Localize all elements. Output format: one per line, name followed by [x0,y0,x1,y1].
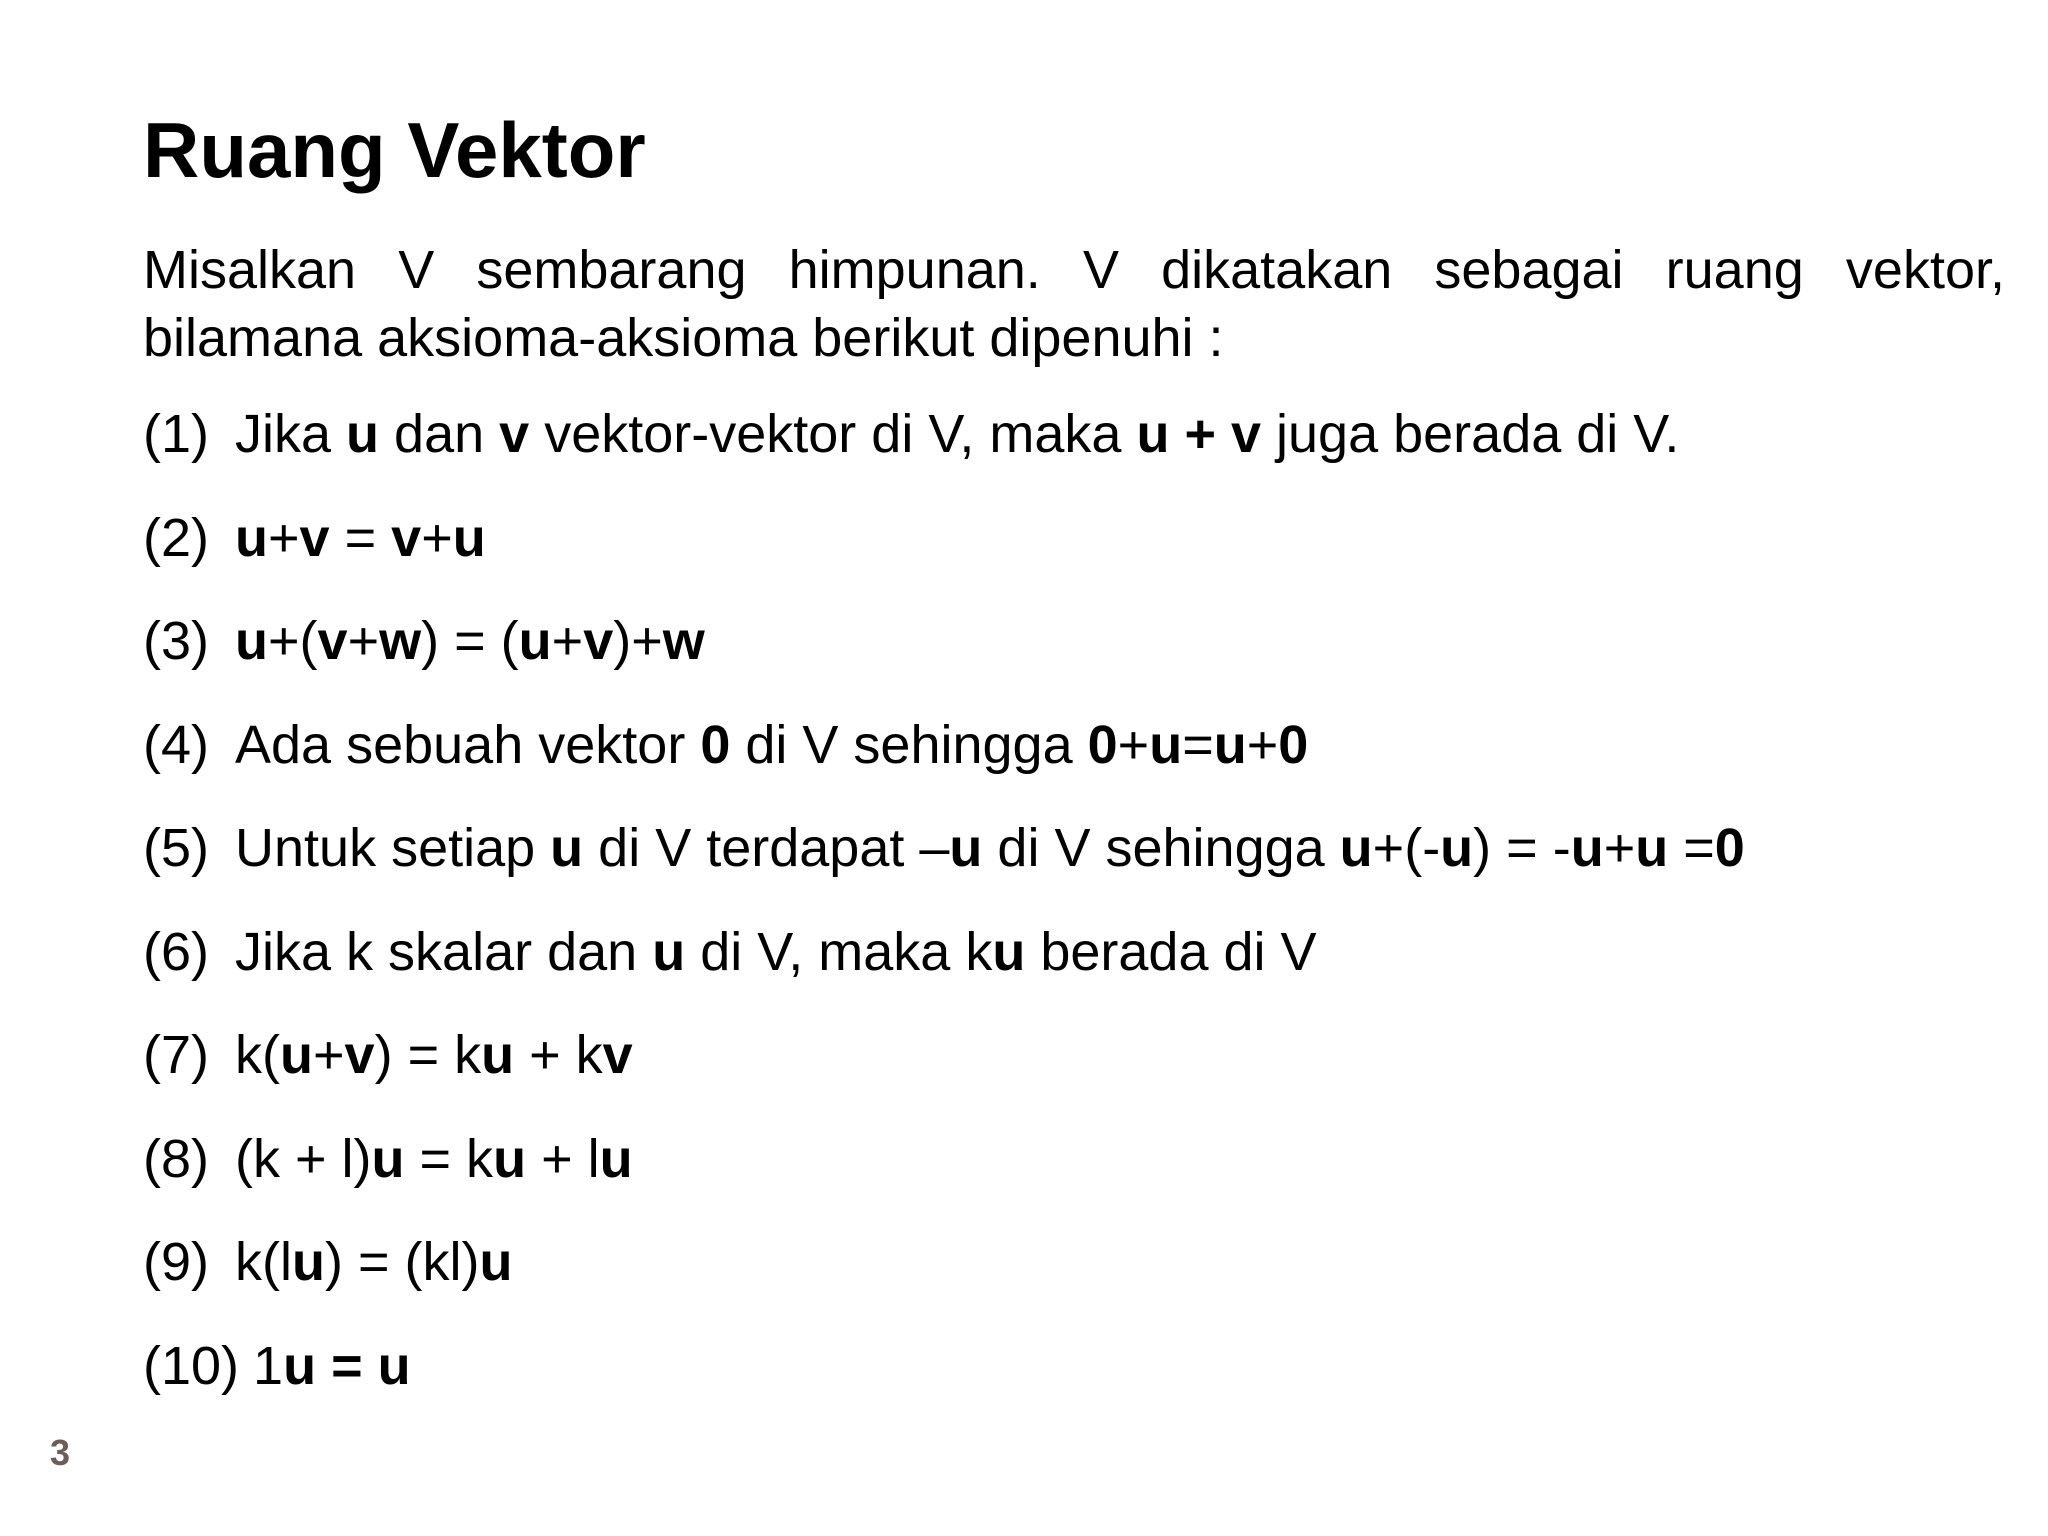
axiom-text: + [551,611,584,671]
axiom-item [143,814,2005,918]
axiom-bold-text: u [452,507,486,568]
axiom-text: berada di V [1025,921,1317,982]
axiom-text: + [421,507,453,568]
axiom-item [143,711,2005,815]
axiom-bold-text: 0 [1278,714,1309,775]
axiom-bold-text: u [481,1025,515,1085]
axiom-bold-text: u [493,1128,527,1189]
axiom-text: k( [235,1025,280,1085]
axiom-text: ) = (kl) [324,1232,480,1292]
axiom-item [143,1021,2005,1125]
axiom-text: di V, maka k [685,921,993,982]
axiom-item [143,1125,2005,1229]
axiom-item [143,400,2005,504]
axiom-bold-text: u [992,921,1026,982]
axiom-bold-text: u [1440,818,1474,878]
axiom-text: + k [514,1025,603,1085]
axiom-bold-text: w [662,611,705,671]
axiom-text: 1 [253,1335,284,1396]
axiom-number: (7) [143,1025,209,1085]
axiom-bold-text: u [1213,714,1247,775]
axiom-text: ) = k [374,1025,482,1085]
axiom-bold-text: v [299,507,330,568]
page-number: 3 [50,1432,71,1473]
axiom-number: (9) [143,1232,209,1292]
axiom-bold-text: 0 [1714,818,1745,878]
axiom-text: di V sehingga [982,818,1340,878]
axiom-bold-text: v [317,611,348,671]
axiom-item [143,504,2005,608]
axiom-text: k(l [235,1232,292,1292]
axiom-text: + [268,507,300,568]
axiom-number: (2) [143,507,209,568]
axiom-number: (6) [143,921,209,982]
axiom-bold-text: u [599,1128,633,1189]
axiom-text: +( [268,611,318,671]
axiom-text: Ada sebuah vektor [235,714,701,775]
axiom-bold-text: u [550,818,584,878]
axiom-bold-text: 0 [1087,714,1118,775]
axiom-bold-text: 0 [700,714,731,775]
axiom-text: + [1603,818,1636,878]
axiom-bold-text: u [346,404,380,464]
axiom-item [143,1228,2005,1332]
intro-paragraph: Misalkan V sembarang himpunan. V dikatakan sebagai ruang vektor, bilamana aksioma-aksioma berikut dipenuhi : [143,240,2005,368]
axiom-item [143,918,2005,1022]
axiom-bold-text: v [391,507,422,568]
axiom-text: ) = ( [421,611,519,671]
axiom-text: + [1117,714,1150,775]
axiom-bold-text: u [518,611,552,671]
axiom-bold-text: u [279,1025,313,1085]
axiom-text: vektor-vektor di V, maka [529,404,1137,464]
axiom-text: Jika k skalar dan [235,921,653,982]
axiom-bold-text: u [479,1232,513,1292]
axiom-bold-text: u [1339,818,1373,878]
axiom-text: + [347,611,380,671]
axiom-bold-text: u [235,611,268,671]
axiom-text: + l [526,1128,600,1189]
axiom-text: Untuk setiap [235,818,551,878]
axiom-text: + [312,1025,345,1085]
axiom-number: (1) [143,404,209,464]
axiom-bold-text: u [371,1128,405,1189]
axiom-bold-text: u [949,818,983,878]
axiom-text: = [329,507,392,568]
axiom-item [143,607,2005,711]
axiom-text: )+ [613,611,663,671]
axiom-number: (8) [143,1128,209,1189]
slide-title: Ruang Vektor [143,106,646,194]
axiom-text: (k + l) [235,1128,372,1189]
axiom-text: = [1668,818,1715,878]
axiom-bold-text: u [1570,818,1604,878]
axiom-text: ) = - [1473,818,1571,878]
axiom-text: = [1182,714,1214,775]
axiom-text: juga berada di V. [1261,404,1680,464]
axiom-number: (4) [143,714,209,775]
axiom-bold-text: v [499,404,530,464]
axiom-item [143,1332,2005,1436]
axiom-bold-text: u = u [283,1335,411,1396]
axiom-text: di V terdapat – [583,818,950,878]
axiom-bold-text: u [291,1232,325,1292]
axiom-number: (5) [143,818,209,878]
axiom-text: dan [379,404,500,464]
axiom-list [143,400,2005,1435]
axiom-bold-text: u [1635,818,1669,878]
axiom-bold-text: w [379,611,422,671]
axiom-bold-text: v [583,611,614,671]
axiom-bold-text: u [1149,714,1183,775]
axiom-bold-text: u [235,507,268,568]
axiom-text: + [1246,714,1279,775]
axiom-bold-text: u [652,921,686,982]
axiom-text: Jika [235,404,347,464]
axiom-text: +(- [1372,818,1441,878]
axiom-number: (3) [143,611,209,671]
axiom-text: di V sehingga [730,714,1088,775]
axiom-text: = k [404,1128,494,1189]
axiom-bold-text: u + v [1136,404,1262,464]
axiom-bold-text: v [602,1025,633,1085]
axiom-bold-text: v [344,1025,375,1085]
axiom-number: (10) [143,1335,240,1396]
